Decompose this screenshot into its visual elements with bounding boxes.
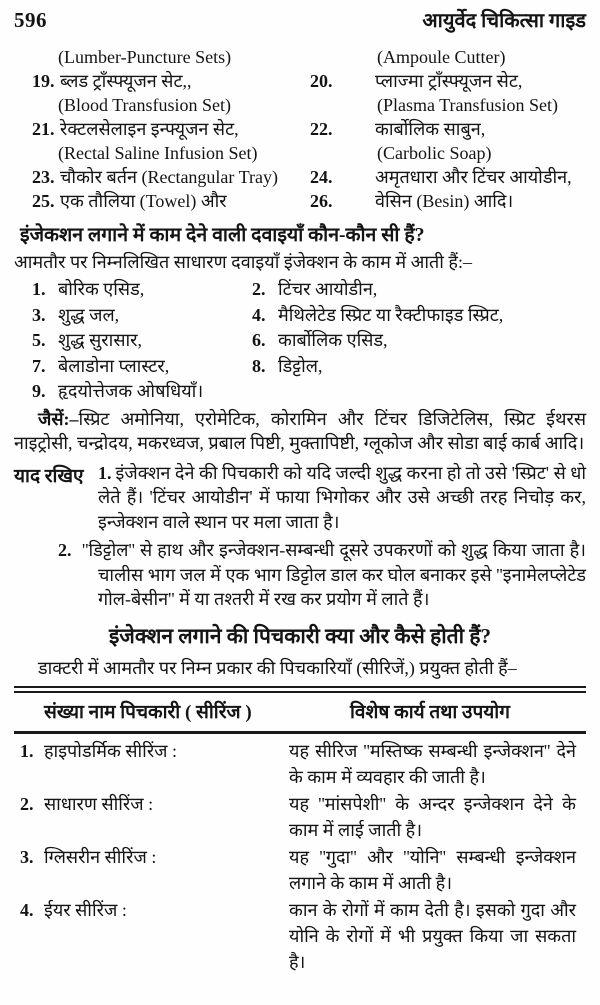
syringe-use-cell: यह सीरिज ''मस्तिष्क सम्बन्धी इन्जेक्शन'' देने के काम में व्यवहार की जाती है।: [289, 741, 576, 788]
equipment-item: [14, 69, 300, 93]
row-number: 4.: [20, 900, 34, 921]
item-number: 2.: [252, 279, 266, 299]
medicine-item: [32, 303, 252, 329]
example-paragraph: [14, 407, 586, 455]
item-number: 9.: [32, 381, 46, 401]
medicine-item: [32, 354, 252, 380]
point-text: ''डिट्टोल'' से हाथ और इन्जेक्शन-सम्बन्धी दूसरे उपकरणों को शुद्ध किया जाता है। चालीस भाग जल में एक भाग डिट्टोल डाल कर घोल बनाकर इसे ''इनामेलप्लेटेड गोल-बेसीन'' में या तश्तरी में रख कर प्रयोग में लाते हैं।: [82, 540, 586, 610]
table-header-rule: [14, 731, 586, 734]
medicine-row: [32, 277, 586, 303]
equipment-item: [300, 117, 586, 141]
medicine-item: [252, 379, 586, 405]
item-text: शुद्ध सुरासार,: [58, 330, 143, 350]
item-number: 23.: [32, 167, 55, 187]
item-text: रेक्टलसेलाइन इन्फ्यूजन सेट,: [60, 119, 239, 139]
equipment-item: [14, 165, 300, 189]
table-top-rule: [14, 686, 586, 693]
syringe-use-cell: कान के रोगों में काम देती है। इसको गुदा और योनि के रोगों में भी प्रयुक्त किया जा सकता है।: [289, 900, 576, 973]
medicine-row: [32, 303, 586, 329]
syringe-name-cell: [14, 897, 289, 975]
medicine-item: [32, 328, 252, 354]
item-number: 5.: [32, 330, 46, 350]
syringe-name-cell: [14, 791, 289, 843]
equipment-row: [14, 165, 586, 189]
syringe-name: साधारण सीरिंज :: [44, 794, 154, 815]
table-header-row: [14, 693, 586, 731]
remember-point: [98, 461, 586, 535]
point-number: 1.: [98, 462, 112, 483]
item-text: हृदयोत्तेजक ओषधियाँ।: [58, 381, 204, 401]
item-text: चौकोर बर्तन (Rectangular Tray): [60, 167, 278, 187]
item-text: एक तौलिया (Towel) और: [60, 191, 227, 211]
table-row: [14, 791, 586, 843]
running-head: [14, 6, 586, 33]
item-number: 24.: [310, 167, 333, 187]
syringe-name-cell: [14, 844, 289, 896]
equipment-item-english: (Plasma Transfusion Set): [377, 95, 559, 115]
medicine-item: [32, 379, 252, 405]
section-heading-syringes: इंजेक्शन लगाने की पिचकारी क्या और कैसे होती हैं?: [109, 624, 491, 649]
remember-point: [58, 538, 586, 612]
table-row: [14, 844, 586, 896]
equipment-item: [14, 189, 300, 213]
example-label: जैसें:–: [38, 408, 79, 429]
equipment-list: [14, 45, 586, 213]
item-number: 1.: [32, 279, 46, 299]
item-number: 8.: [252, 355, 266, 376]
medicine-item: [252, 354, 586, 380]
item-number: 3.: [32, 304, 46, 325]
point-text: इंजेक्शन देने की पिचकारी को यदि जल्दी शुद्ध करना हो तो उसे 'स्प्रिट' से धो लेते हैं। 'टिंचर आयोडीन' में फाया भिगोकर और उसे अच्छी तरह निचोड़ कर, इन्जेक्शन वाले स्थान पर मला जाता है।: [98, 462, 586, 532]
equipment-item-english: (Blood Transfusion Set): [58, 95, 232, 115]
syringe-name: ग्लिसरीन सीरिंज :: [44, 847, 157, 868]
item-text: प्लाज्मा ट्राँस्फ्यूजन सेट,: [375, 71, 523, 91]
item-text: कार्बोलिक साबुन,: [375, 119, 486, 139]
syringe-name: हाइपोडर्मिक सीरिंज :: [44, 741, 178, 762]
equipment-row: [14, 45, 586, 69]
medicine-item: [252, 328, 586, 354]
equipment-row: [14, 141, 586, 165]
medicine-item: [252, 303, 586, 329]
column-header-use: विशेष कार्य तथा उपयोग: [350, 702, 510, 724]
book-title: आयुर्वेद चिकित्सा गाइड: [422, 10, 586, 32]
table-row: [14, 738, 586, 790]
item-number: 20.: [310, 71, 333, 91]
table-row: [14, 897, 586, 975]
equipment-item-english: (Carbolic Soap): [377, 143, 492, 163]
item-text: मैथिलेटेड स्प्रिट या रैक्टीफाइड स्प्रिट,: [278, 304, 504, 325]
item-text: बोरिक एसिड,: [58, 279, 145, 299]
example-text: स्प्रिट अमोनिया, एरोमेटिक, कोरामिन और टिंचर डिजिटेलिस, स्प्रिट ईथरस नाइट्रोसी, चन्द्रोदय, मकरध्वज, प्रबाल पिष्टी, मुक्तापिष्टी, ग्लूकोज और सोडा बाई कार्ब आदि।: [14, 408, 586, 453]
remember-label: याद रखिए: [14, 465, 84, 487]
section-heading-medicines: इंजेकशन लगाने में काम देने वाली दवाइयाँ कौन-कौन सी हैं?: [20, 225, 425, 246]
point-number: 2.: [58, 540, 72, 561]
item-text: बेलाडोना प्लास्टर,: [58, 355, 170, 376]
item-number: 19.: [32, 71, 55, 91]
row-number: 2.: [20, 794, 34, 815]
syringes-intro: डाक्टरी में आमतौर पर निम्न प्रकार की पिचकारियाँ (सीरिजें,) प्रयुक्त होती हैं–: [38, 658, 517, 679]
equipment-item: [300, 165, 586, 189]
item-number: 4.: [252, 304, 266, 325]
medicine-row: [32, 328, 586, 354]
item-number: 26.: [310, 191, 333, 211]
item-number: 22.: [310, 119, 333, 139]
medicine-item: [32, 277, 252, 303]
item-number: 21.: [32, 119, 55, 139]
item-text: शुद्ध जल,: [58, 304, 120, 325]
item-text: अमृतधारा और टिंचर आयोडीन,: [375, 167, 572, 187]
item-number: 6.: [252, 330, 266, 350]
equipment-row: [14, 69, 586, 93]
remember-block: [14, 461, 586, 613]
equipment-item-english: (Ampoule Cutter): [377, 47, 506, 67]
item-number: 7.: [32, 355, 46, 376]
row-number: 1.: [20, 741, 34, 762]
item-text: कार्बोलिक एसिड,: [278, 330, 388, 350]
row-number: 3.: [20, 847, 34, 868]
item-text: वेसिन (Besin) आदि।: [375, 191, 514, 211]
syringe-table: [14, 738, 586, 975]
syringe-name: ईयर सीरिंज :: [44, 900, 127, 921]
syringe-use-cell: यह ''गुदा'' और ''योनि'' सम्बन्धी इन्जेक्शन लगाने के काम में आती है।: [289, 847, 576, 894]
item-text: टिंचर आयोडीन,: [278, 279, 378, 299]
medicines-intro: आमतौर पर निम्नलिखित साधारण दवाइयाँ इंजेक्शन के काम में आती हैं:–: [14, 252, 472, 272]
equipment-item-english: (Rectal Saline Infusion Set): [58, 143, 258, 163]
equipment-item: [14, 117, 300, 141]
equipment-item: [300, 189, 586, 213]
equipment-item-english: (Lumber-Puncture Sets): [58, 47, 232, 67]
medicine-list: [32, 277, 586, 405]
syringe-use-cell: यह ''मांसपेशी'' के अन्दर इन्जेक्शन देने के काम में लाई जाती है।: [289, 794, 576, 841]
medicine-row: [32, 354, 586, 380]
page-number: 596: [14, 8, 47, 32]
equipment-row: [14, 117, 586, 141]
equipment-row: [14, 189, 586, 213]
item-text: ब्लड ट्राँस्फ्यूजन सेट,,: [60, 71, 192, 91]
equipment-item: [300, 69, 586, 93]
item-text: डिट्टोल,: [278, 355, 323, 376]
medicine-item: [252, 277, 586, 303]
syringe-name-cell: [14, 738, 289, 790]
equipment-row: [14, 93, 586, 117]
column-header-name: संख्या नाम पिचकारी ( सीरिंज ): [44, 702, 252, 724]
item-number: 25.: [32, 191, 55, 211]
medicine-row: [32, 379, 586, 405]
